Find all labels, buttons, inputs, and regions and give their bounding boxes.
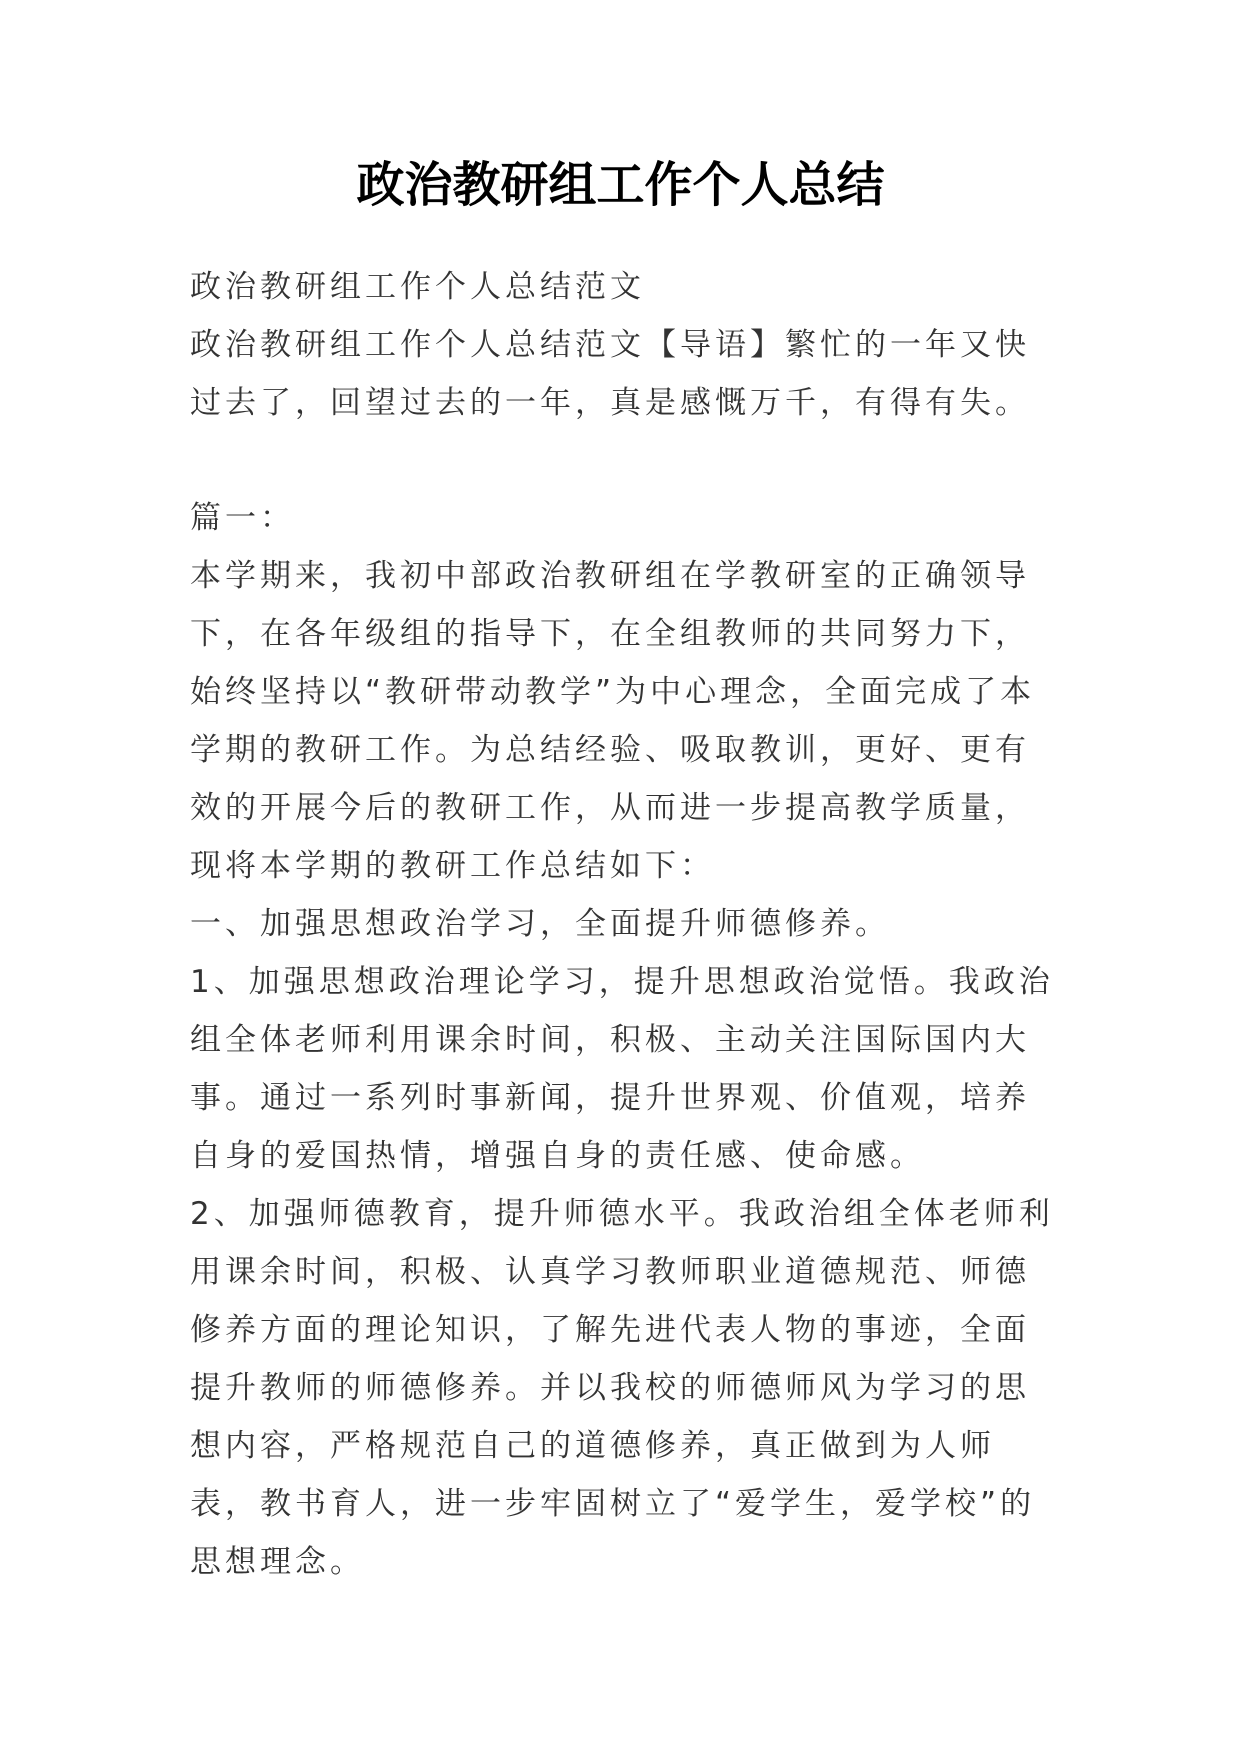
section-label: 篇一： [190,500,295,536]
intro-paragraph: 政治教研组工作个人总结范文【导语】繁忙的一年又快过去了，回望过去的一年，真是感慨万千，有得有失。 [190,327,1030,421]
subtitle-paragraph: 政治教研组工作个人总结范文 [190,269,645,305]
body-paragraph-point-2: 2、加强师德教育，提升师德水平。我政治组全体老师利用课余时间，积极、认真学习教师职业道德规范、师德修养方面的理论知识，了解先进代表人物的事迹，全面提升教师的师德修养。并以我校的师德师风为学习的思想内容，严格规范自己的道德修养，真正做到为人师表，教书育人，进一步牢固树立了“爱学生，爱学校”的思想理念。 [190,1196,1054,1580]
document-title: 政治教研组工作个人总结 [356,157,885,213]
blank-line [190,432,1060,489]
heading-section-one: 一、加强思想政治学习，全面提升师德修养。 [190,906,890,942]
body-paragraph-overview: 本学期来，我初中部政治教研组在学教研室的正确领导下，在各年级组的指导下，在全组教师的共同努力下，始终坚持以“教研带动教学”为中心理念，全面完成了本学期的教研工作。为总结经验、吸取教训，更好、更有效的开展今后的教研工作，从而进一步提高教学质量，现将本学期的教研工作总结如下： [190,558,1036,884]
document-body [190,258,1060,1591]
body-paragraph-point-1: 1、加强思想政治理论学习，提升思想政治觉悟。我政治组全体老师利用课余时间，积极、主动关注国际国内大事。通过一系列时事新闻，提升世界观、价值观，培养自身的爱国热情，增强自身的责任感、使命感。 [190,964,1054,1174]
